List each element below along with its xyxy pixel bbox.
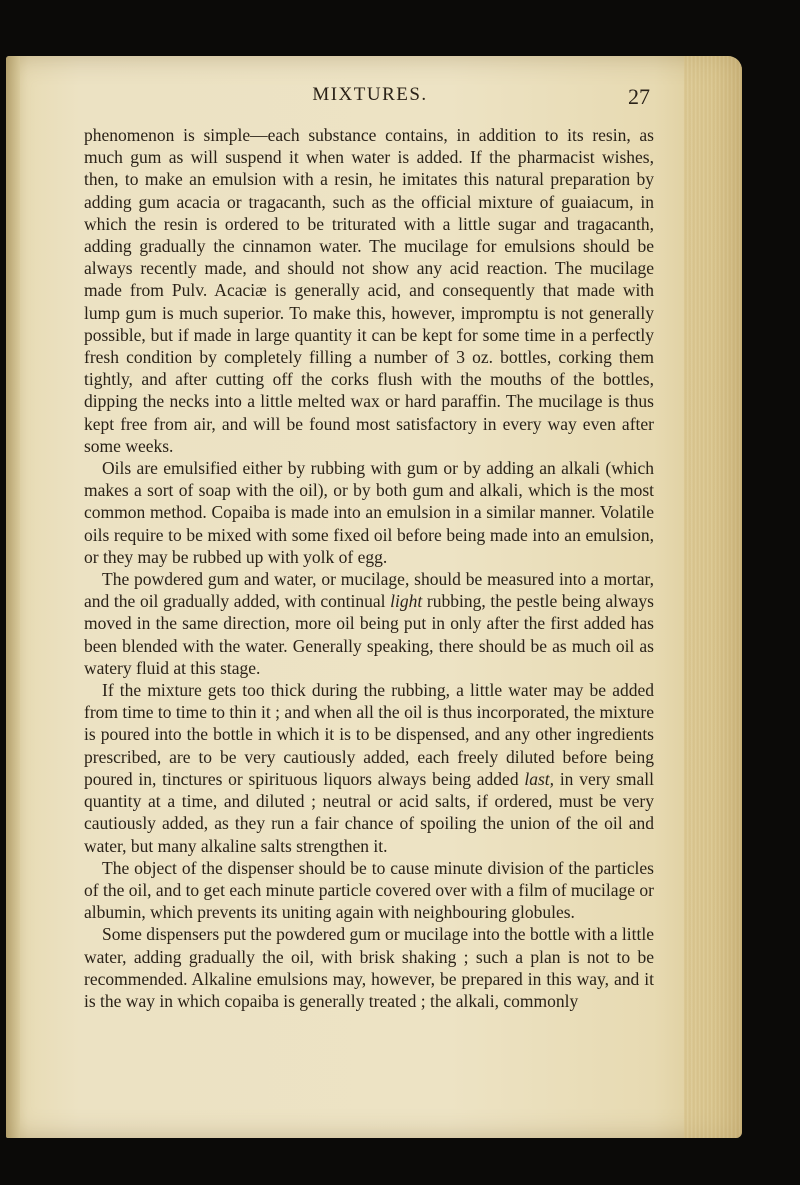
page-edge [684,56,742,1138]
text-run: in very small quantity at a time, and diluted ; neutral or acid salts, if ordered, must be very cautiously added, as they run a fair chance of spoiling the union of the oil and water, but many alkaline salts strengthen it. [84,768,654,856]
text-run: rubbing, the pestle being always moved in the same direction, more oil being put in only after the first added has been blended with the water. Generally speaking, there should be as much oil as watery fluid at this stage. [84,591,654,678]
paragraph [84,457,654,568]
paragraph [84,679,654,857]
paragraph [84,568,654,679]
body-text [84,124,654,1012]
paragraph [84,923,654,1012]
page-number: 27 [628,84,650,109]
text-run: phenomenon is simple—each substance contains, in addition to its resin, as much gum as will suspend it when water is added. If the pharmacist wishes, then, to make an emulsion with a resin, he imitates this natural preparation by adding gum acacia or tragacanth, such as the official mixture of guaiacum, in which the resin is ordered to be triturated with a little sugar and tragacanth, adding gradually the cinnamon water. The mucilage for emulsions should be always recently made, and should not show any acid reaction. The mucilage made from Pulv. Acaciæ is generally acid, and consequently that made with lump gum is much superior. To make this, however, impromptu is not generally possible, but if made in large quantity it can be kept for some time in a perfectly fresh condition by completely filling a number of 3 oz. bottles, corking them tightly, and after cutting off the corks flush with the mouths of the bottles, dipping the necks into a little melted wax or hard paraffin. The mucilage is thus kept free from air, and will be found most satisfactory in every way even after some weeks. [84,125,654,456]
text-run: The object of the dispenser should be to cause minute division of the particles of the oil, and to get each minute particle covered over with a film of mucilage or albumin, which prevents its uniting again with neighbouring globules. [84,857,654,923]
paragraph [84,857,654,924]
running-title: MIXTURES. [312,84,428,105]
text-run: Some dispensers put the powdered gum or mucilage into the bottle with a little water, adding gradually the oil, with brisk shaking ; such a plan is not to be recommended. Alkaline emulsions may, however, be prepared in this way, and it is the way in which copaiba is generally treated ; the alkali, commonly [84,924,654,1011]
page-gutter [6,56,20,1138]
paragraph [84,124,654,457]
italic-text: last, [524,768,555,789]
italic-text: light [390,591,423,612]
text-run: Oils are emulsified either by rubbing with gum or by adding an alkali (which makes a sort of soap with the oil), or by both gum and alkali, which is the most common method. Copaiba is made into an emulsion in a similar manner. Volatile oils require to be mixed with some fixed oil before being made into an emulsion, or they may be rubbed up with yolk of egg. [84,458,654,567]
running-head [90,84,650,114]
text-run: If the mixture gets too thick during the rubbing, a little water may be added from time to time to thin it ; and when all the oil is thus incorporated, the mixture is poured into the bottle in which it is to be dispensed, and any other ingredients prescribed, are to be very cautiously added, each freely diluted before being poured in, tinctures or spirituous liquors always being added [84,680,654,789]
text-run: The powdered gum and water, or mucilage, should be measured into a mortar, and the oil gradually added, with continual [84,569,654,612]
